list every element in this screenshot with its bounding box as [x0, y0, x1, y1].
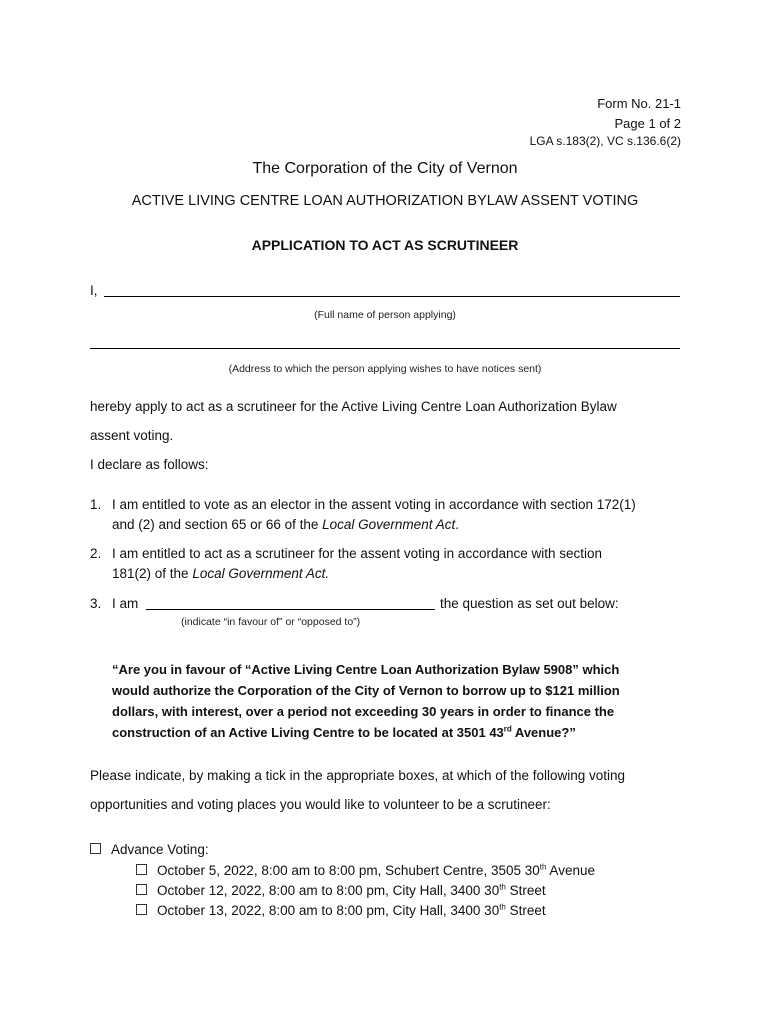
advance-option-1 [136, 861, 595, 881]
declaration-1-period: . [455, 517, 459, 532]
instructions-line-1: Please indicate, by making a tick in the appropriate boxes, at which of the following voting [90, 768, 626, 783]
question-line-4 [112, 723, 576, 743]
applicant-prefix: I, [90, 283, 98, 298]
declaration-3 [90, 594, 138, 614]
declaration-2-text: 181(2) of the [112, 566, 193, 581]
subject-title: ACTIVE LIVING CENTRE LOAN AUTHORIZATION BYLAW ASSENT VOTING [131, 193, 639, 209]
advance-option-2-end: Street [505, 883, 546, 898]
full-name-caption: (Full name of person applying) [314, 309, 456, 321]
intro-line-2: assent voting. [90, 428, 174, 443]
declaration-3-number: 3. [90, 596, 102, 611]
question-line-2: would authorize the Corporation of the City of Vernon to borrow up to $121 million [112, 683, 620, 698]
page-number: Page 1 of 2 [614, 116, 681, 131]
ordinal-suffix: th [539, 862, 547, 872]
declaration-1-text: and (2) and section 65 or 66 of the [112, 517, 323, 532]
advance-option-1-checkbox[interactable] [136, 864, 147, 875]
declaration-1-line-1: I am entitled to vote as an elector in the assent voting in accordance with section 172(1) [112, 497, 636, 512]
question-line-4-end: Avenue?” [511, 725, 576, 740]
advance-option-2-text: October 12, 2022, 8:00 am to 8:00 pm, City Hall, 3400 30 [157, 883, 500, 898]
address-caption: (Address to which the person applying wishes to have notices sent) [228, 363, 542, 375]
advance-option-3-checkbox[interactable] [136, 904, 147, 915]
advance-option-1-end: Avenue [546, 863, 595, 878]
advance-voting-checkbox[interactable] [90, 843, 101, 854]
declaration-3-post: the question as set out below: [440, 596, 619, 611]
question-line-1: “Are you in favour of “Active Living Centre Loan Authorization Bylaw 5908” which [112, 662, 620, 677]
organization-title: The Corporation of the City of Vernon [252, 160, 518, 177]
act-name-italic: Local Government Act [322, 517, 456, 532]
question-line-4-text: construction of an Active Living Centre to be located at 3501 43 [112, 725, 504, 740]
legal-reference: LGA s.183(2), VC s.136.6(2) [529, 134, 681, 148]
advance-option-1-text: October 5, 2022, 8:00 am to 8:00 pm, Schubert Centre, 3505 30 [157, 863, 540, 878]
declaration-1-line-2 [112, 515, 459, 535]
declaration-2 [90, 544, 602, 564]
advance-voting-label: Advance Voting: [111, 842, 209, 857]
advance-option-3-text: October 13, 2022, 8:00 am to 8:00 pm, City Hall, 3400 30 [157, 903, 500, 918]
ordinal-suffix: rd [503, 724, 512, 734]
declaration-2-number: 2. [90, 546, 102, 561]
full-name-field[interactable] [104, 296, 680, 297]
advance-voting-group [90, 840, 209, 860]
address-field[interactable] [90, 348, 680, 349]
advance-option-2 [136, 881, 546, 901]
advance-option-2-checkbox[interactable] [136, 884, 147, 895]
position-caption: (indicate “in favour of” or “opposed to”) [181, 616, 361, 628]
intro-line-1: hereby apply to act as a scrutineer for the Active Living Centre Loan Authorization Bylaw [90, 399, 617, 414]
question-line-3: dollars, with interest, over a period not exceeding 30 years in order to finance the [112, 704, 615, 719]
instructions-line-2: opportunities and voting places you would like to volunteer to be a scrutineer: [90, 797, 551, 812]
form-number: Form No. 21-1 [597, 96, 681, 111]
ordinal-suffix: th [499, 882, 506, 892]
form-title: APPLICATION TO ACT AS SCRUTINEER [251, 237, 519, 253]
declaration-1-number: 1. [90, 497, 102, 512]
declaration-2-line-2 [112, 564, 329, 584]
advance-option-3-end: Street [505, 903, 546, 918]
declare-heading: I declare as follows: [90, 457, 209, 472]
declaration-1 [90, 495, 636, 515]
declaration-3-pre: I am [112, 596, 139, 611]
act-name-italic: Local Government Act. [192, 566, 330, 581]
advance-option-3 [136, 901, 546, 921]
position-field[interactable] [146, 609, 435, 610]
ordinal-suffix: th [499, 902, 506, 912]
declaration-2-line-1: I am entitled to act as a scrutineer for the assent voting in accordance with section [112, 546, 603, 561]
